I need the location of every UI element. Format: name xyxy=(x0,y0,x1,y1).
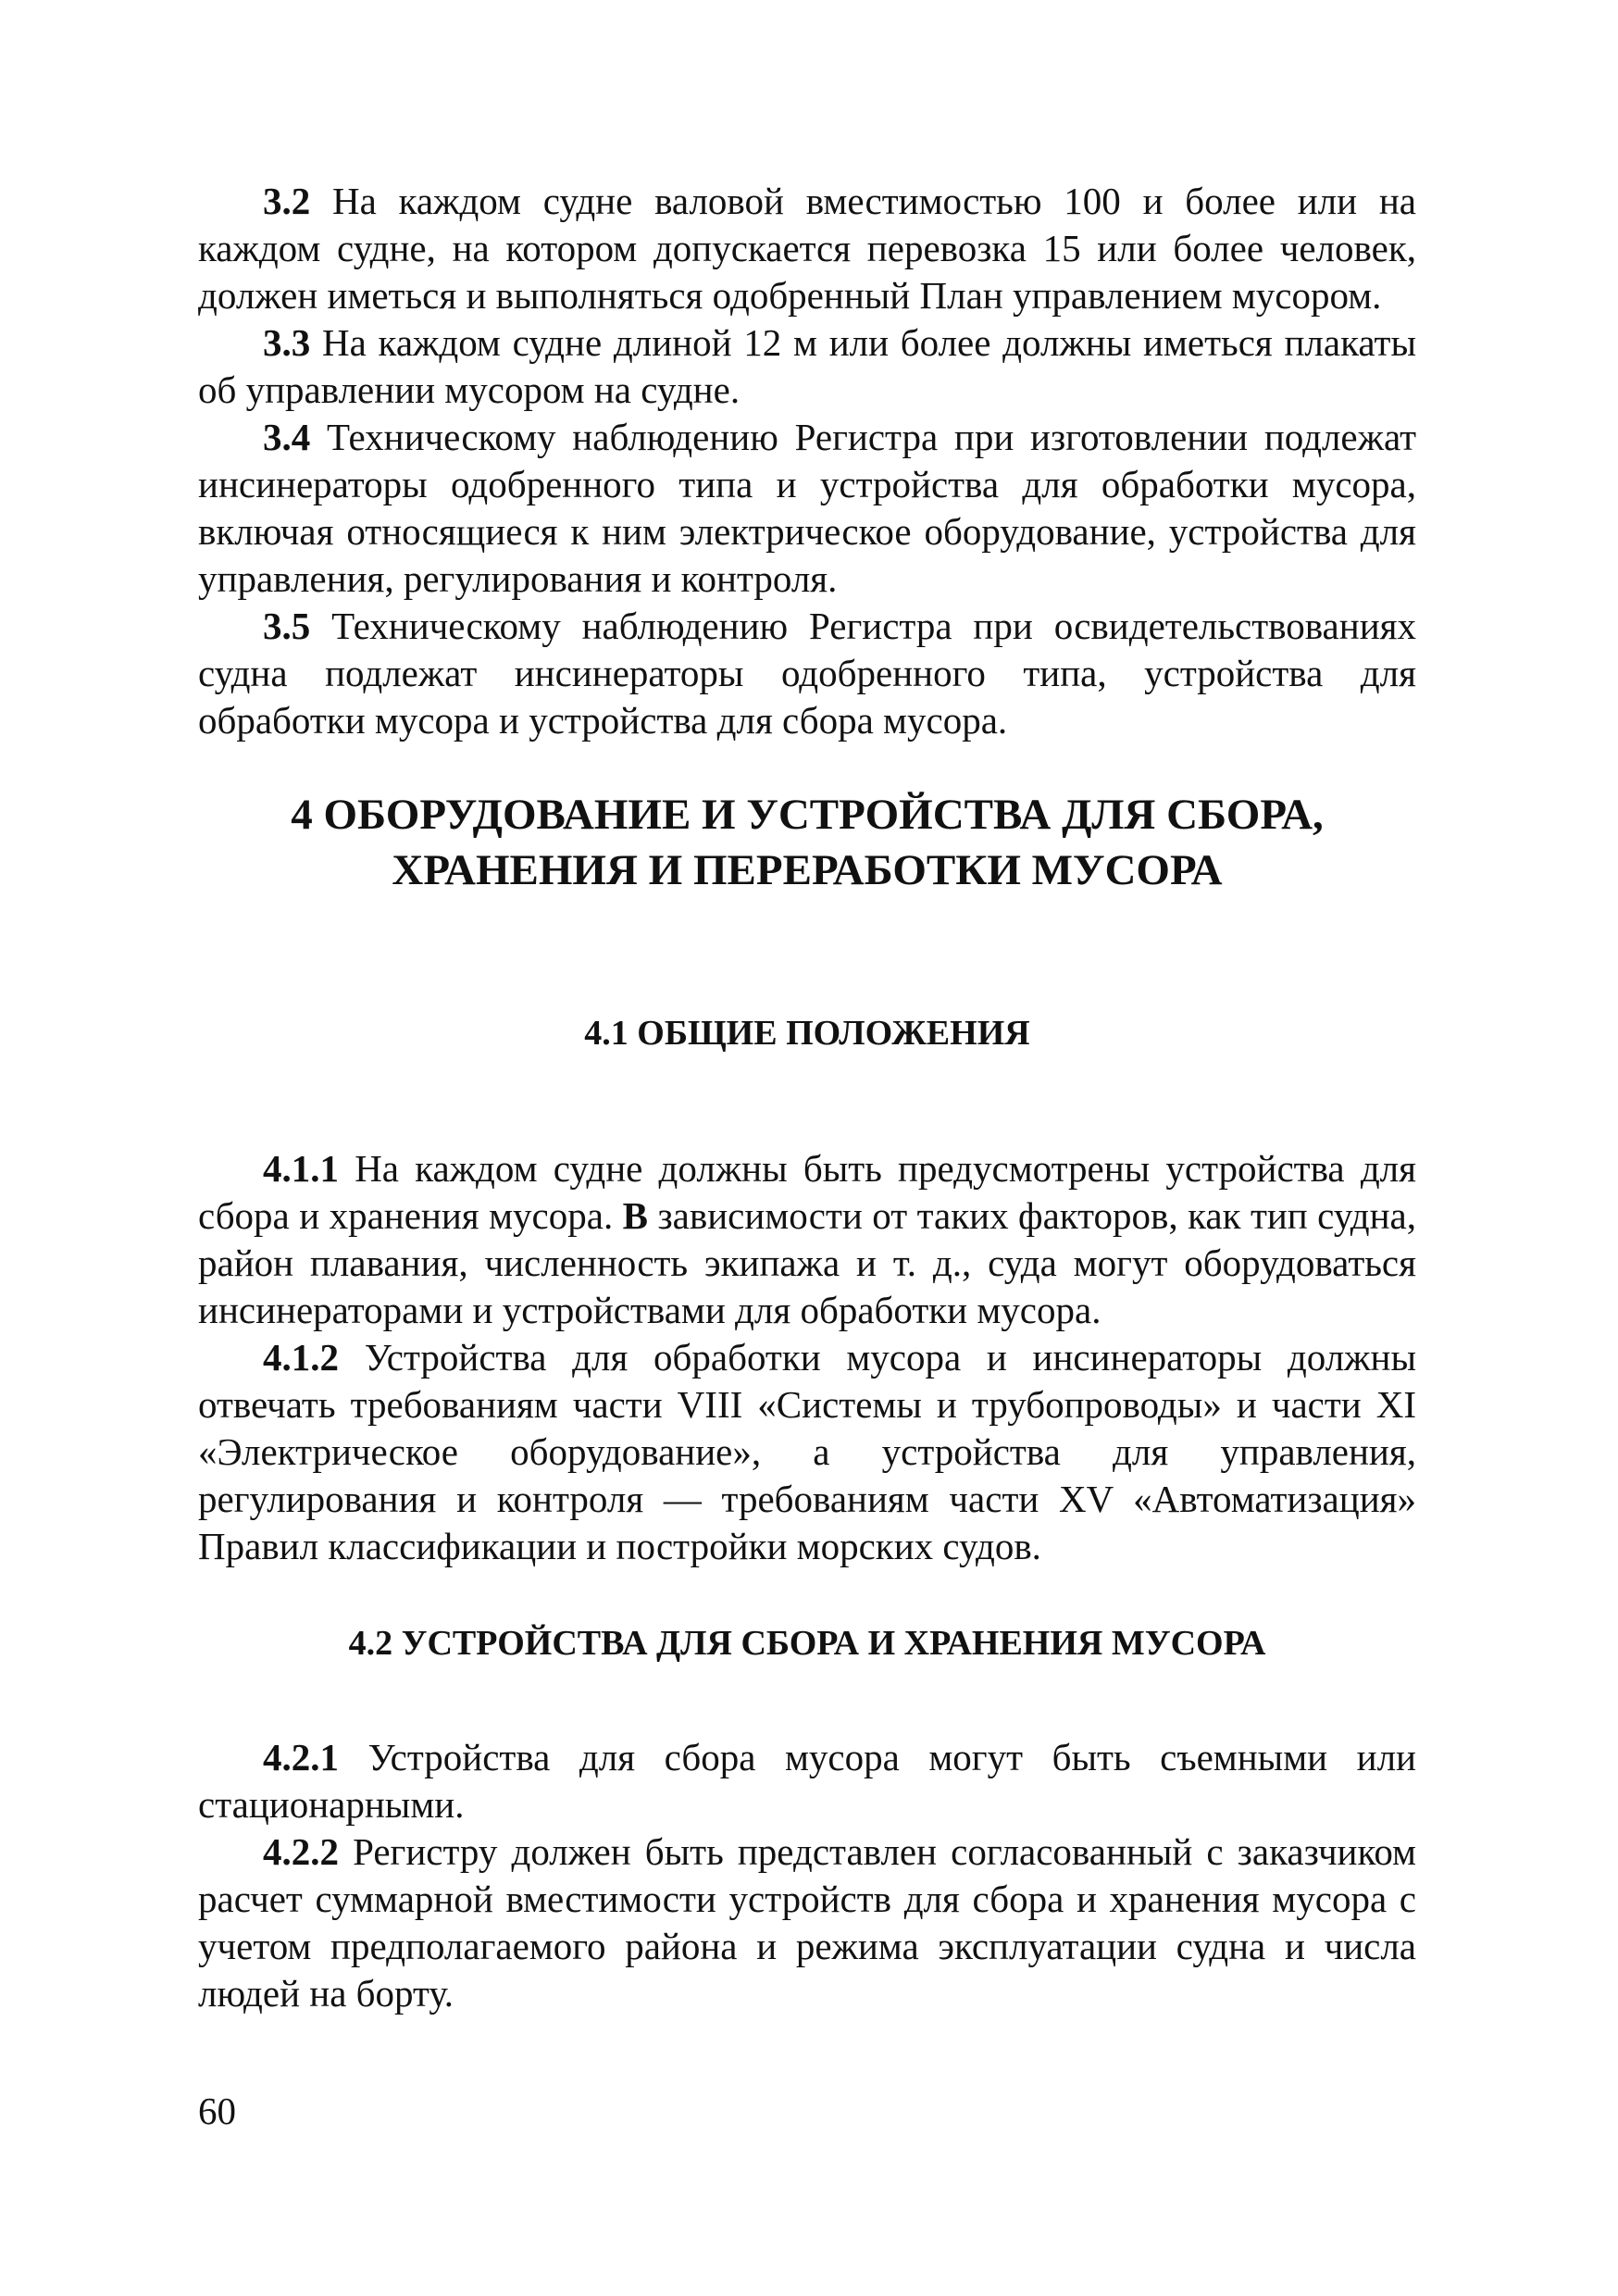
paragraph-text: На каждом судне валовой вместимостью 100 и более или на каждом судне, на котором допускается перевозка 15 или более человек, должен иметься и выполняться одобренный План управлением мусором. xyxy=(198,180,1416,317)
paragraph-4-2-1 xyxy=(198,1734,1416,1828)
paragraph-3-2 xyxy=(198,178,1416,319)
paragraph-number: 4.2.2 xyxy=(263,1830,339,1873)
paragraph-text: Устройства для сбора мусора могут быть съемными или стационарными. xyxy=(198,1736,1417,1826)
paragraph-text: зависимости от таких факторов, как тип судна, район плавания, численность экипажа и т. д., суда могут оборудоваться инсинераторами и устройствами для обработки мусора. xyxy=(198,1194,1417,1331)
section-4-2-title: 4.2 УСТРОЙСТВА ДЛЯ СБОРА И ХРАНЕНИЯ МУСОРА xyxy=(348,1624,1266,1663)
paragraph-text: Техническому наблюдению Регистра при изготовлении подлежат инсинераторы одобренного типа и устройства для обработки мусора, включая относящиеся к ним электрическое оборудование, устройства для управления, регулирования и контроля. xyxy=(198,416,1416,600)
paragraph-3-5 xyxy=(198,603,1416,744)
paragraph-number: 3.4 xyxy=(263,416,311,458)
paragraph-number: 4.1.1 xyxy=(263,1147,339,1190)
paragraph-text: Техническому наблюдению Регистра при освидетельствованиях судна подлежат инсинераторы одобренного типа, устройства для обработки мусора и устройства для сбора мусора. xyxy=(198,605,1416,742)
chapter-title xyxy=(198,787,1416,898)
paragraph-number: 3.3 xyxy=(263,321,311,364)
paragraph-3-4 xyxy=(198,414,1416,603)
paragraph-number: 4.1.2 xyxy=(263,1336,339,1379)
paragraph-text: Устройства для обработки мусора и инсинераторы должны отвечать требованиям части VIII «Системы и трубопроводы» и части XI «Электрическое оборудование», а устройства для управления, регулирования и контроля — требованиям части XV «Автоматизация» Правил классификации и постройки морских судов. xyxy=(198,1336,1416,1567)
paragraph-4-2-2 xyxy=(198,1828,1416,2017)
paragraph-number: 4.2.1 xyxy=(263,1736,339,1778)
page-number: 60 xyxy=(198,2090,236,2132)
top-paragraphs xyxy=(198,178,1416,744)
paragraph-text: На каждом судне должны быть предусмотрены устройства для сбора и хранения мусора. xyxy=(198,1147,1416,1237)
paragraph-text: Регистру должен быть представлен согласованный с заказчиком расчет суммарной вместимости устройств для сбора и хранения мусора с учетом предполагаемого района и режима эксплуатации судна и числа людей на борту. xyxy=(198,1830,1417,2015)
paragraph-number: 3.2 xyxy=(263,180,311,222)
section-4-1-title: 4.1 ОБЩИЕ ПОЛОЖЕНИЯ xyxy=(584,1014,1030,1053)
paragraph-3-3 xyxy=(198,319,1416,414)
chapter-title-line-2: ХРАНЕНИЯ И ПЕРЕРАБОТКИ МУСОРА xyxy=(392,846,1223,894)
paragraph-4-1-1 xyxy=(198,1145,1416,1334)
section-4-1-body xyxy=(198,1145,1416,1570)
paragraph-4-1-2 xyxy=(198,1334,1416,1570)
paragraph-bold-letter: В xyxy=(622,1194,649,1237)
paragraph-text: На каждом судне длиной 12 м или более должны иметься плакаты об управлении мусором на судне. xyxy=(198,321,1416,411)
section-4-2-body xyxy=(198,1734,1416,2017)
chapter-title-line-1: 4 ОБОРУДОВАНИЕ И УСТРОЙСТВА ДЛЯ СБОРА, xyxy=(291,791,1324,839)
paragraph-number: 3.5 xyxy=(263,605,311,647)
